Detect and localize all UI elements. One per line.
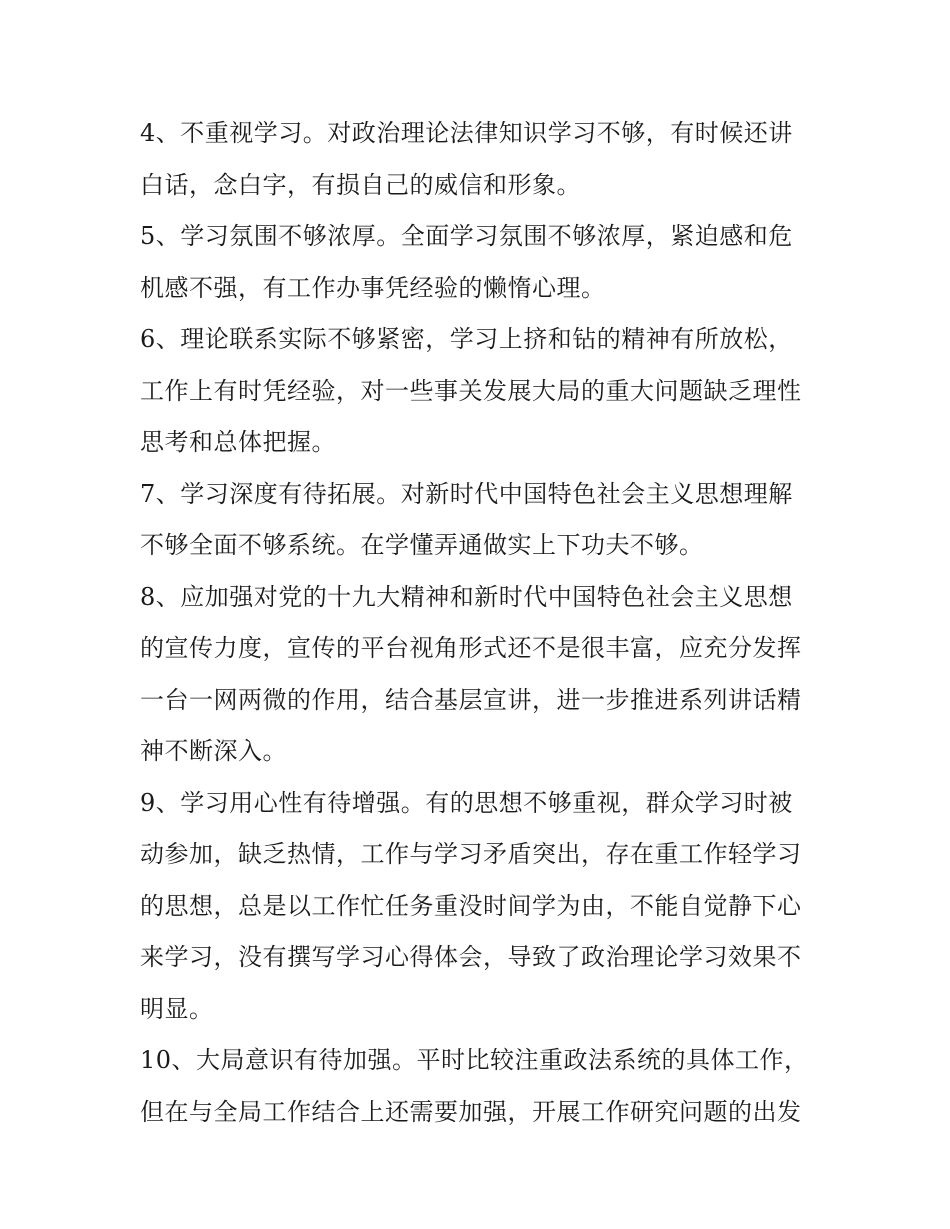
paragraph-line: 明显。 <box>140 994 214 1023</box>
paragraph-line: 但在与全局工作结合上还需要加强，开展工作研究问题的出发 <box>140 1097 802 1126</box>
paragraph-item-9 <box>140 778 830 1036</box>
paragraph-line: 机感不强，有工作办事凭经验的懒惰心理。 <box>140 273 606 302</box>
paragraph-item-8 <box>140 572 830 778</box>
paragraph-line: 白话，念白字，有损自己的威信和形象。 <box>140 170 581 199</box>
paragraph-item-6 <box>140 314 830 469</box>
paragraph-line: 6、理论联系实际不够紧密，学习上挤和钻的精神有所放松， <box>140 325 793 353</box>
paragraph-line: 7、学习深度有待拓展。对新时代中国特色社会主义思想理解 <box>140 479 793 508</box>
paragraph-line: 不够全面不够系统。在学懂弄通做实上下功夫不够。 <box>140 531 704 559</box>
paragraph-line: 思考和总体把握。 <box>140 428 336 456</box>
paragraph-item-7 <box>140 469 830 572</box>
paragraph-line: 工作上有时凭经验，对一些事关发展大局的重大问题缺乏理性 <box>140 376 802 405</box>
paragraph-line: 4、不重视学习。对政治理论法律知识学习不够，有时候还讲 <box>140 119 793 147</box>
paragraph-line: 10、大局意识有待加强。平时比较注重政法系统的具体工作， <box>140 1046 809 1074</box>
paragraph-line: 5、学习氛围不够浓厚。全面学习氛围不够浓厚，紧迫感和危 <box>140 222 793 250</box>
paragraph-line: 神不断深入。 <box>140 737 287 765</box>
paragraph-line: 的宣传力度，宣传的平台视角形式还不是很丰富，应充分发挥 <box>140 634 802 662</box>
document-body <box>140 108 830 1138</box>
paragraph-item-5 <box>140 211 830 314</box>
paragraph-line: 的思想，总是以工作忙任务重没时间学为由，不能自觉静下心 <box>140 891 802 920</box>
paragraph-item-10 <box>140 1035 830 1138</box>
paragraph-line: 一台一网两微的作用，结合基层宣讲，进一步推进系列讲话精 <box>140 685 802 714</box>
paragraph-line: 9、学习用心性有待增强。有的思想不够重视，群众学习时被 <box>140 788 793 817</box>
paragraph-line: 8、应加强对党的十九大精神和新时代中国特色社会主义思想 <box>140 582 793 611</box>
paragraph-line: 来学习，没有撰写学习心得体会，导致了政治理论学习效果不 <box>140 943 802 971</box>
paragraph-line: 动参加，缺乏热情，工作与学习矛盾突出，存在重工作轻学习 <box>140 840 802 868</box>
paragraph-item-4 <box>140 108 830 211</box>
